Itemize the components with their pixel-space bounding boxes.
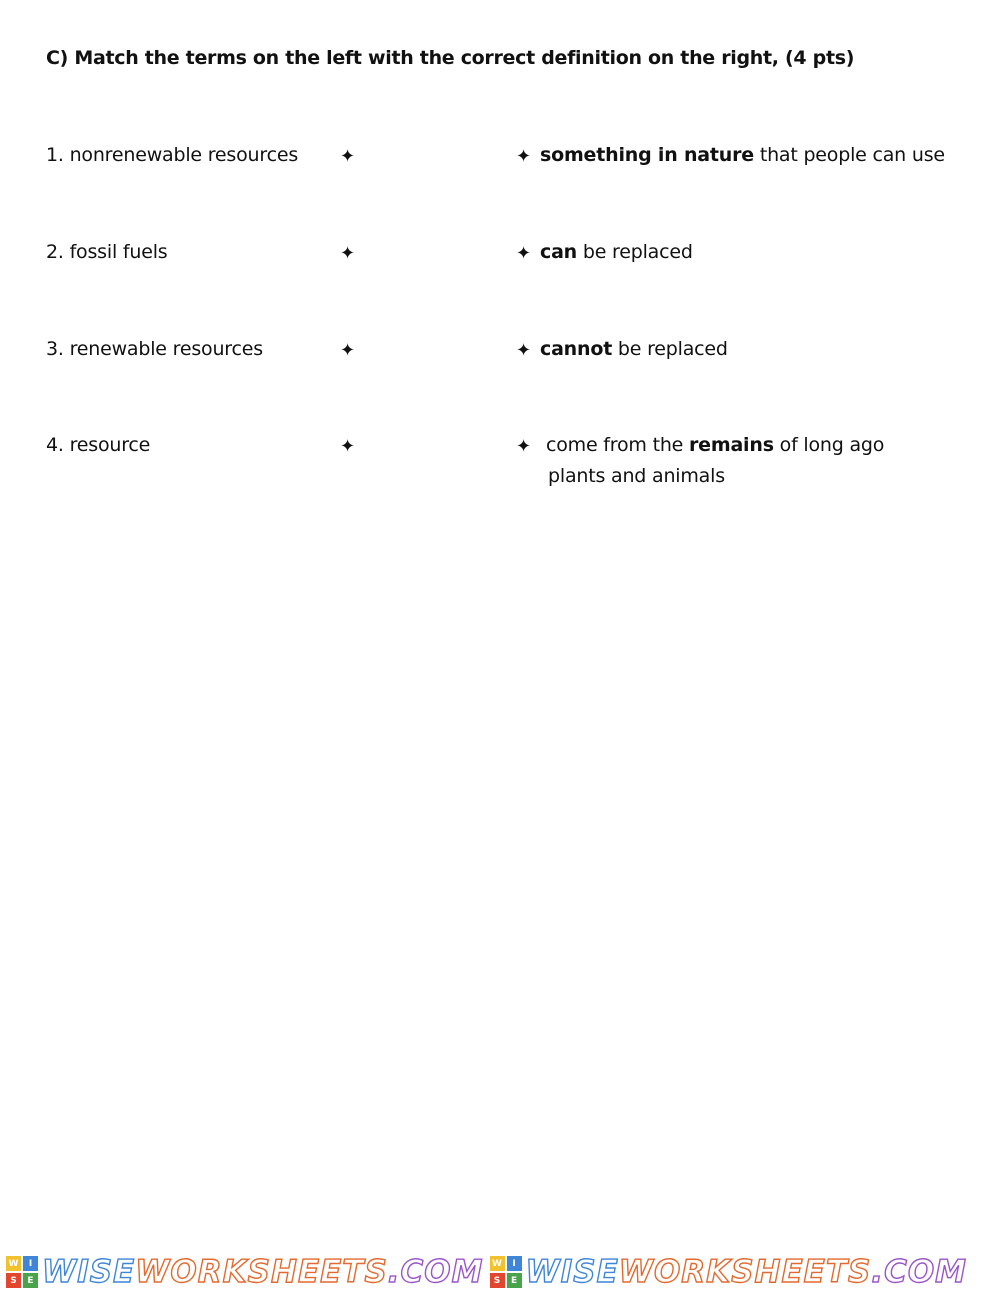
term-1: 1. nonrenewable resources: [46, 144, 299, 166]
definition-2-rest: be replaced: [577, 241, 693, 263]
logo-cell: S: [490, 1273, 505, 1288]
definition-4: [546, 430, 884, 492]
definition-2-bold: can: [540, 241, 578, 263]
definition-3: [540, 338, 728, 360]
definition-1: [540, 144, 945, 166]
brand-1: [0, 1255, 484, 1289]
star-right-3[interactable]: ✦: [516, 340, 532, 361]
brand-wordmark: [42, 1255, 484, 1289]
logo-cell: S: [6, 1273, 21, 1288]
footer-watermark: [0, 1255, 1000, 1289]
term-2: 2. fossil fuels: [46, 241, 168, 263]
definition-2: [540, 241, 693, 263]
star-right-4[interactable]: ✦: [516, 436, 532, 457]
term-3: 3. renewable resources: [46, 338, 263, 360]
brand-part: .COM: [387, 1254, 484, 1290]
definition-4-rest: of long ago: [773, 434, 885, 456]
brand-2: [484, 1255, 968, 1289]
star-left-2[interactable]: ✦: [340, 243, 356, 264]
definition-1-rest: that people can use: [753, 144, 945, 166]
definition-4-bold: remains: [688, 434, 774, 456]
star-left-1[interactable]: ✦: [340, 146, 356, 167]
star-right-1[interactable]: ✦: [516, 146, 532, 167]
brand-part: WISE: [42, 1254, 136, 1290]
wise-logo-icon: [6, 1256, 38, 1288]
definition-3-rest: be replaced: [612, 338, 728, 360]
definition-1-bold: something in nature: [540, 144, 754, 166]
logo-cell: W: [490, 1256, 505, 1271]
exercise-title: C) Match the terms on the left with the correct definition on the right, (4 pts): [46, 47, 855, 69]
brand-part: WORKSHEETS: [618, 1254, 872, 1290]
wise-logo-icon: [490, 1256, 522, 1288]
logo-cell: E: [507, 1273, 522, 1288]
definition-4-line-2: plants and animals: [548, 465, 725, 487]
logo-cell: I: [23, 1256, 38, 1271]
logo-cell: E: [23, 1273, 38, 1288]
definition-4-pre: come from the: [546, 434, 689, 456]
definition-4-line-1: [546, 430, 884, 461]
term-4: 4. resource: [46, 434, 151, 456]
definition-3-bold: cannot: [540, 338, 613, 360]
star-left-4[interactable]: ✦: [340, 436, 356, 457]
logo-cell: W: [6, 1256, 21, 1271]
logo-cell: I: [507, 1256, 522, 1271]
brand-part: WORKSHEETS: [135, 1254, 388, 1290]
star-left-3[interactable]: ✦: [340, 340, 356, 361]
star-right-2[interactable]: ✦: [516, 243, 532, 264]
brand-wordmark: [526, 1255, 968, 1289]
brand-part: .COM: [871, 1254, 968, 1290]
brand-part: WISE: [525, 1254, 619, 1290]
